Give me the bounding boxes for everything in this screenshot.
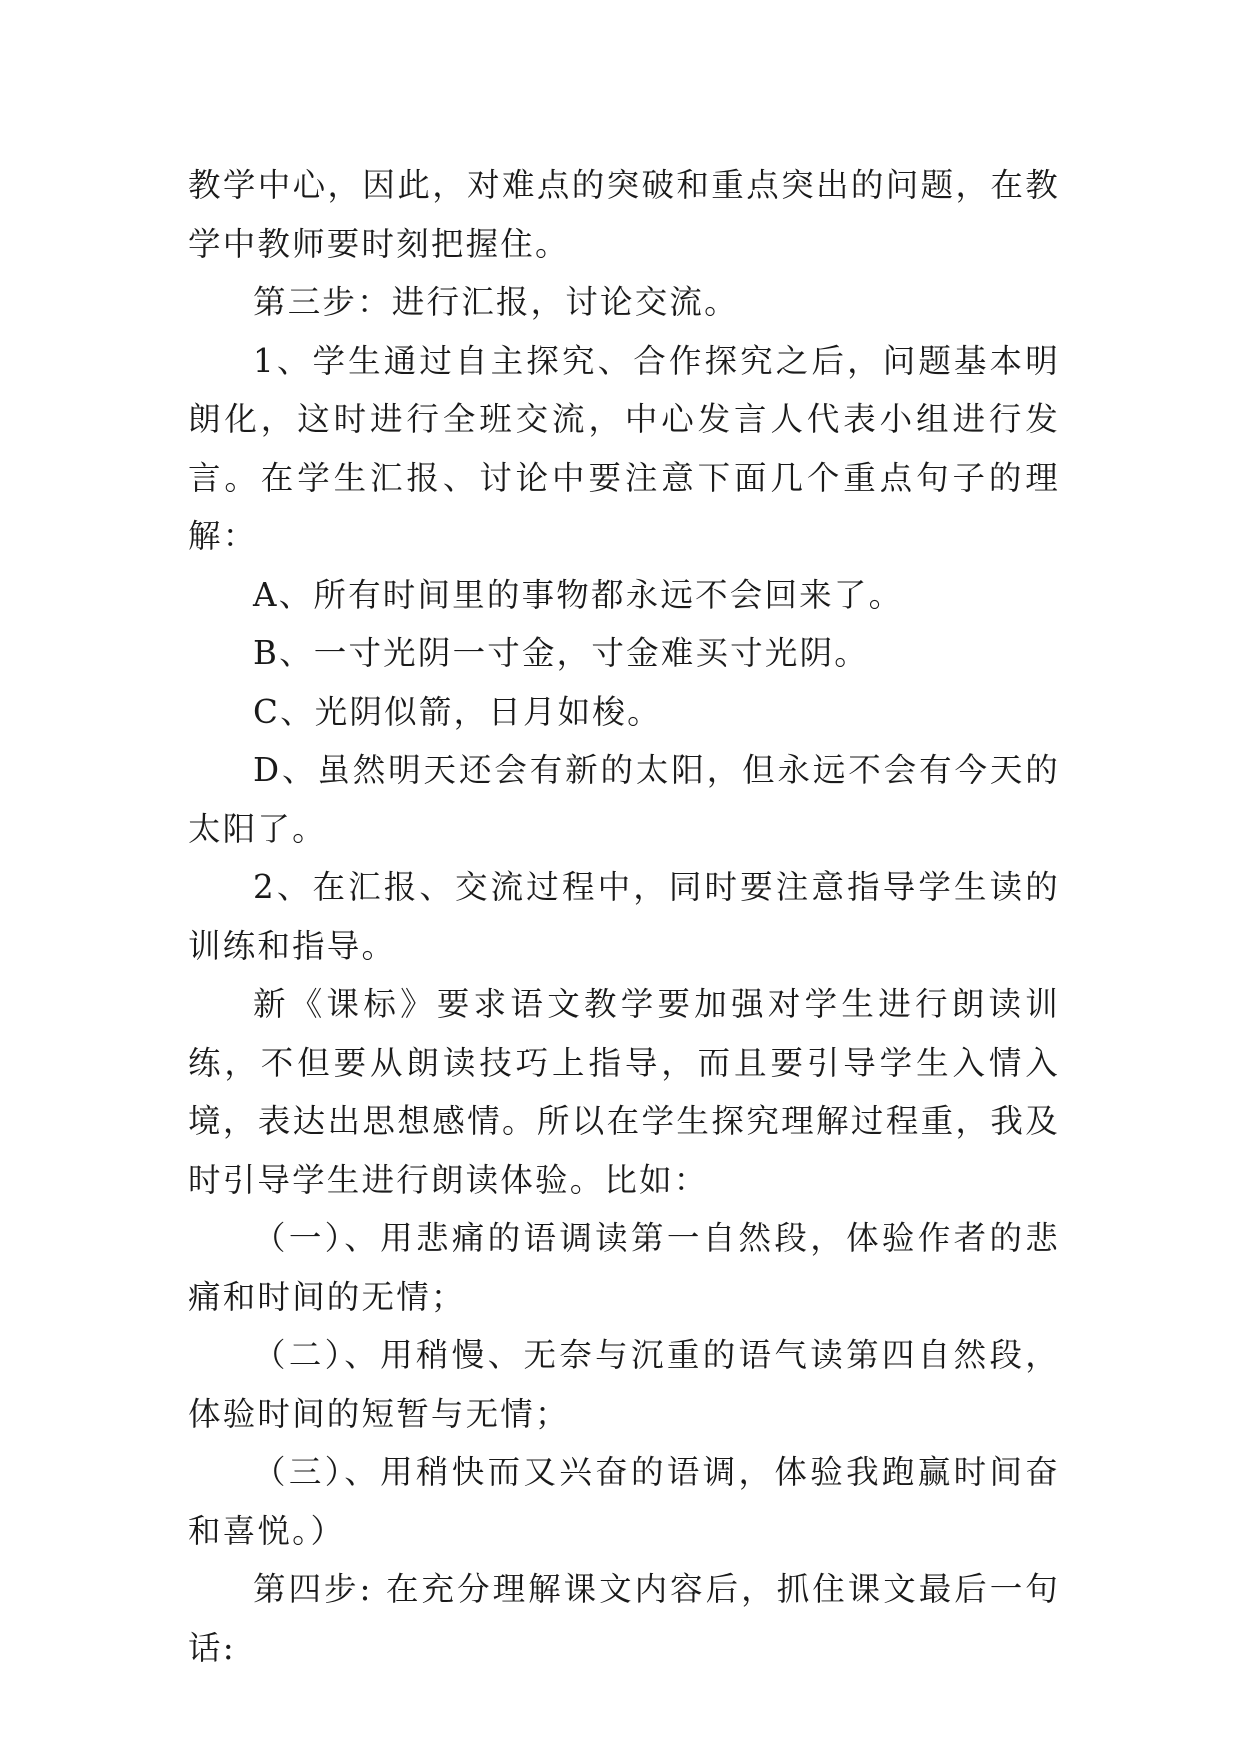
body-text [188,156,1060,1677]
paragraph-item-2: 2、在汇报、交流过程中，同时要注意指导学生读的训练和指导。 [188,868,1060,965]
paragraph-curriculum: 新《课标》要求语文教学要加强对学生进行朗读训练，不但要从朗读技巧上指导，而且要引导学生入情入境，表达出思想感情。所以在学生探究理解过程重，我及时引导学生进行朗读体验。比如： [188,985,1060,1199]
paragraph-sentence-a: A、所有时间里的事物都永远不会回来了。 [253,575,904,614]
paragraph-sentence-d: D、虽然明天还会有新的太阳，但永远不会有今天的太阳了。 [188,751,1060,848]
paragraph-sentence-c: C、光阴似箭，日月如梭。 [253,692,662,731]
paragraph-reading-three: （三）、用稍快而又兴奋的语调，体验我跑赢时间奋和喜悦。） [188,1453,1060,1550]
paragraph-reading-two: （二）、用稍慢、无奈与沉重的语气读第四自然段，体验时间的短暂与无情； [188,1336,1060,1433]
paragraph-item-1: 1、学生通过自主探究、合作探究之后，问题基本明朗化，这时进行全班交流，中心发言人代表小组进行发言。在学生汇报、讨论中要注意下面几个重点句子的理解： [188,341,1060,555]
paragraph-step-three-heading: 第三步：进行汇报，讨论交流。 [253,283,739,321]
paragraph-sentence-b: B、一寸光阴一寸金，寸金难买寸光阴。 [253,634,869,672]
paragraph-continuation: 教学中心，因此，对难点的突破和重点突出的问题，在教学中教师要时刻把握住。 [188,166,1060,263]
paragraph-step-four: 第四步: 在充分理解课文内容后，抓住课文最后一句话: [188,1570,1060,1667]
paragraph-reading-one: （一）、用悲痛的语调读第一自然段，体验作者的悲痛和时间的无情； [188,1219,1060,1316]
